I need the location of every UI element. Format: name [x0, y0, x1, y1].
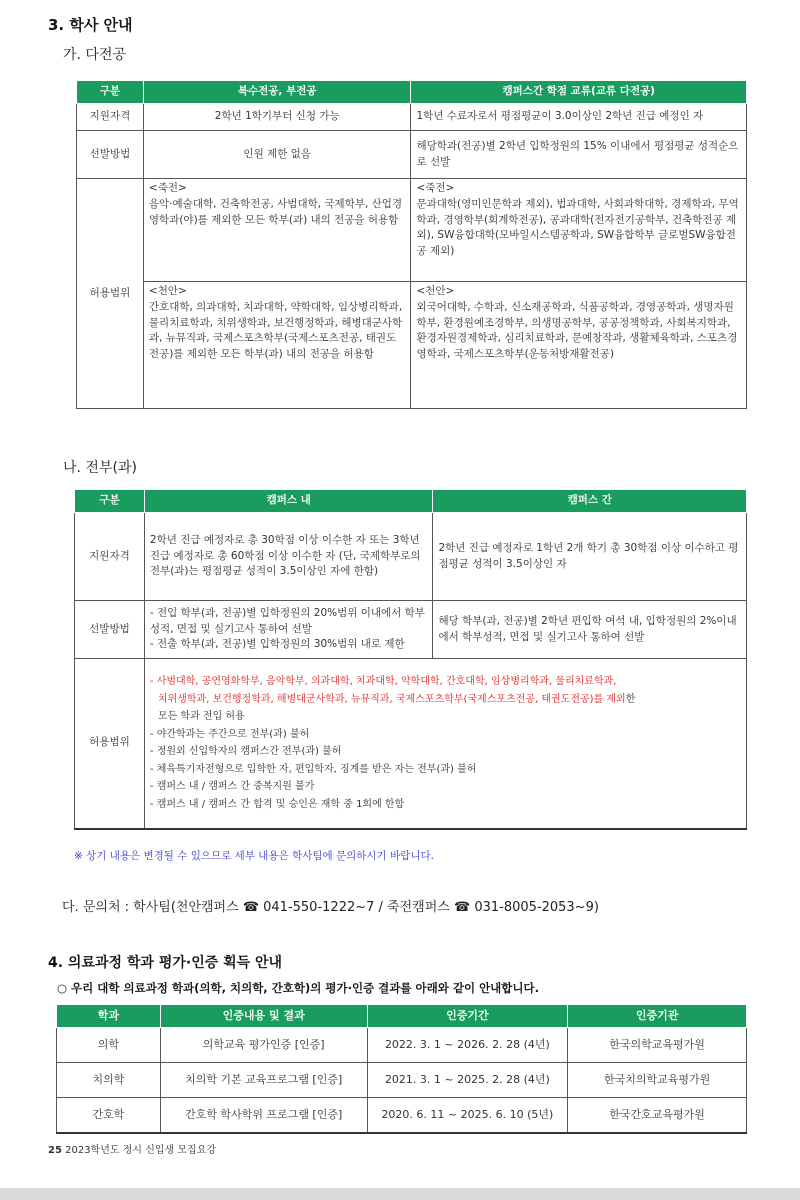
list-item: - 정원외 신입학자의 캠퍼스간 전부(과) 불허 — [149, 746, 342, 758]
table-header: 구분 — [77, 81, 144, 104]
table-cell: 의학교육 평가인증 [인증] — [160, 1028, 367, 1063]
table-cell — [143, 179, 411, 282]
table-accreditation — [56, 1004, 747, 1134]
table-cell: 인원 제한 없음 — [143, 131, 411, 179]
table-cell: 치의학 — [57, 1063, 161, 1098]
table-cell: 한국치의학교육평가원 — [568, 1063, 747, 1098]
row-label: 허용범위 — [77, 179, 144, 409]
table-cell: 해당학과(전공)별 2학년 입학정원의 15% 이내에서 평점평균 성적순으로 선발 — [411, 131, 747, 179]
campus-tag: <천안> — [148, 285, 187, 297]
phone-icon: ☎ — [242, 900, 264, 915]
table-cell: 한국간호교육평가원 — [568, 1098, 747, 1133]
table-transfer — [74, 489, 747, 830]
table-header: 인증기간 — [367, 1005, 568, 1028]
row-label: 선발방법 — [75, 601, 145, 659]
campus-tag: <죽전> — [148, 182, 187, 194]
subsection-ga-title: 가. 다전공 — [63, 47, 126, 63]
table-header: 학과 — [57, 1005, 161, 1028]
table-cell: 해당 학부(과, 전공)별 2학년 편입학 여석 내, 입학정원의 2%이내에서 학부성적, 면접 및 실기고사 통하여 선발 — [433, 601, 747, 659]
table-cell: 2022. 3. 1 ~ 2026. 2. 28 (4년) — [367, 1028, 568, 1063]
campus-tag: <죽전> — [416, 182, 455, 194]
list-item — [150, 691, 741, 709]
table-cell — [144, 659, 746, 829]
list-item: - 사범대학, 공연영화학부, 음악학부, 의과대학, 치과대학, 약학대학, 간호대학, 임상병리학과, 물리치료학과, — [149, 676, 617, 688]
table-header: 구분 — [75, 490, 145, 513]
bottom-bar — [0, 1188, 800, 1200]
section-4-intro: ○ 우리 대학 의료과정 학과(의학, 치의학, 간호학)의 평가·인증 결과를 아래와 같이 안내합니다. — [57, 981, 539, 995]
cell-text: 문과대학(영미인문학과 제외), 법과대학, 사회과학대학, 경제학과, 무역학과, 경영학부(회계학전공), 공과대학(전자전기공학부, 건축학전공 제외), SW융합대학(모바일시스템공학과, SW융합학부 글로벌SW융합전공 제외) — [416, 197, 739, 257]
plain-text: 한 — [625, 693, 636, 705]
table-row — [57, 1098, 747, 1133]
table-header: 복수전공, 부전공 — [143, 81, 411, 104]
table-cell: 2학년 진급 예정자로 1학년 2개 학기 총 30학점 이상 이수하고 평점평균 성적이 3.5이상인 자 — [433, 513, 747, 601]
row-label: 선발방법 — [77, 131, 144, 179]
phone-number: 031-8005-2053~9) — [474, 900, 599, 915]
table-header: 캠퍼스 내 — [144, 490, 433, 513]
red-text: 치위생학과, 보건행정학과, 해병대군사학과, 뉴뮤직과, 국제스포츠학부(국제스포츠전공, 태권도전공)를 제외 — [157, 693, 626, 705]
table-cell: 2학년 1학기부터 신청 가능 — [143, 104, 411, 131]
contact-mid: / 죽전캠퍼스 — [374, 900, 454, 915]
list-item: - 야간학과는 주간으로 전부(과) 불허 — [149, 728, 310, 740]
list-item: - 캠퍼스 내 / 캠퍼스 간 합격 및 승인은 재학 중 1회에 한함 — [149, 798, 405, 810]
cell-text: 음악·예술대학, 건축학전공, 사범대학, 국제학부, 산업경영학과(야)를 제외한 모든 학부(과) 내의 전공을 허용함 — [148, 197, 403, 226]
phone-icon: ☎ — [453, 900, 475, 915]
row-label: 지원자격 — [75, 513, 145, 601]
subsection-na-title: 나. 전부(과) — [63, 460, 137, 476]
table-cell — [411, 282, 747, 409]
phone-number: 041-550-1222~7 — [263, 900, 375, 915]
list-item: - 전출 학부(과, 전공)별 입학정원의 30%범위 내로 제한 — [149, 638, 405, 651]
list-item: - 캠퍼스 내 / 캠퍼스 간 중복지원 불가 — [149, 781, 315, 793]
list-item: - 체육특기자전형으로 입학한 자, 편입학자, 징계를 받은 자는 전부(과) 불허 — [149, 763, 477, 775]
campus-tag: <천안> — [416, 285, 455, 297]
table-cell — [144, 601, 433, 659]
page-footer — [48, 1141, 216, 1156]
table-cell: 간호학 학사학위 프로그램 [인증] — [160, 1098, 367, 1133]
footer-text: 2023학년도 정시 신입생 모집요강 — [65, 1145, 217, 1156]
table-cell: 치의학 기본 교육프로그램 [인증] — [160, 1063, 367, 1098]
table-row — [57, 1028, 747, 1063]
contact-prefix: 다. 문의처 : 학사팀(천안캠퍼스 — [62, 900, 243, 915]
table-double-major — [76, 80, 747, 409]
table-cell: 한국의학교육평가원 — [568, 1028, 747, 1063]
contact-info — [62, 896, 599, 915]
table-header: 캠퍼스간 학점 교류(교류 다전공) — [411, 81, 747, 104]
table-cell: 간호학 — [57, 1098, 161, 1133]
cell-text: 간호대학, 의과대학, 치과대학, 약학대학, 임상병리학과, 물리치료학과, 치위생학과, 보건행정학과, 해병대군사학과, 뉴뮤직과, 국제스포츠학부(국제스포츠전공, 태권도전공)를 제외한 모든 학부(과) 내의 전공을 허용함 — [148, 300, 403, 360]
list-item: 모든 학과 전입 허용 — [157, 711, 245, 723]
notice-text: ※ 상기 내용은 변경될 수 있으므로 세부 내용은 학사팀에 문의하시기 바랍니다. — [74, 850, 434, 862]
row-label: 허용범위 — [75, 659, 145, 829]
table-row — [57, 1063, 747, 1098]
table-header: 인증기관 — [568, 1005, 747, 1028]
table-header: 인증내용 및 결과 — [160, 1005, 367, 1028]
cell-text: 외국어대학, 수학과, 신소재공학과, 식품공학과, 경영공학과, 생명자원학부, 환경원예조경학부, 의생명공학부, 공공정책학과, 사회복지학과, 환경자원경제학과, 심리치료학과, 문예창작과, 생활체육학과, 스포츠경영학과, 국제스포츠학부(운동처방재활전공) — [416, 300, 738, 360]
table-cell — [143, 282, 411, 409]
table-header: 캠퍼스 간 — [433, 490, 747, 513]
table-cell: 의학 — [57, 1028, 161, 1063]
page-number: 25 — [48, 1145, 62, 1156]
row-label: 지원자격 — [77, 104, 144, 131]
table-cell: 2학년 진급 예정자로 총 30학점 이상 이수한 자 또는 3학년 진급 예정자로 총 60학점 이상 이수한 자 (단, 국제학부로의 전부(과)는 평점평균 성적이 3.5이상인 자에 한함) — [144, 513, 433, 601]
section-3-title: 3. 학사 안내 — [48, 16, 133, 34]
section-4-title: 4. 의료과정 학과 평가·인증 획득 안내 — [48, 955, 283, 971]
table-cell: 2020. 6. 11 ~ 2025. 6. 10 (5년) — [367, 1098, 568, 1133]
list-item: - 전입 학부(과, 전공)별 입학정원의 20%범위 이내에서 학부성적, 면접 및 실기고사 통하여 선발 — [149, 606, 425, 635]
table-cell: 1학년 수료자로서 평점평균이 3.0이상인 2학년 진급 예정인 자 — [411, 104, 747, 131]
table-cell: 2021. 3. 1 ~ 2025. 2. 28 (4년) — [367, 1063, 568, 1098]
table-cell — [411, 179, 747, 282]
